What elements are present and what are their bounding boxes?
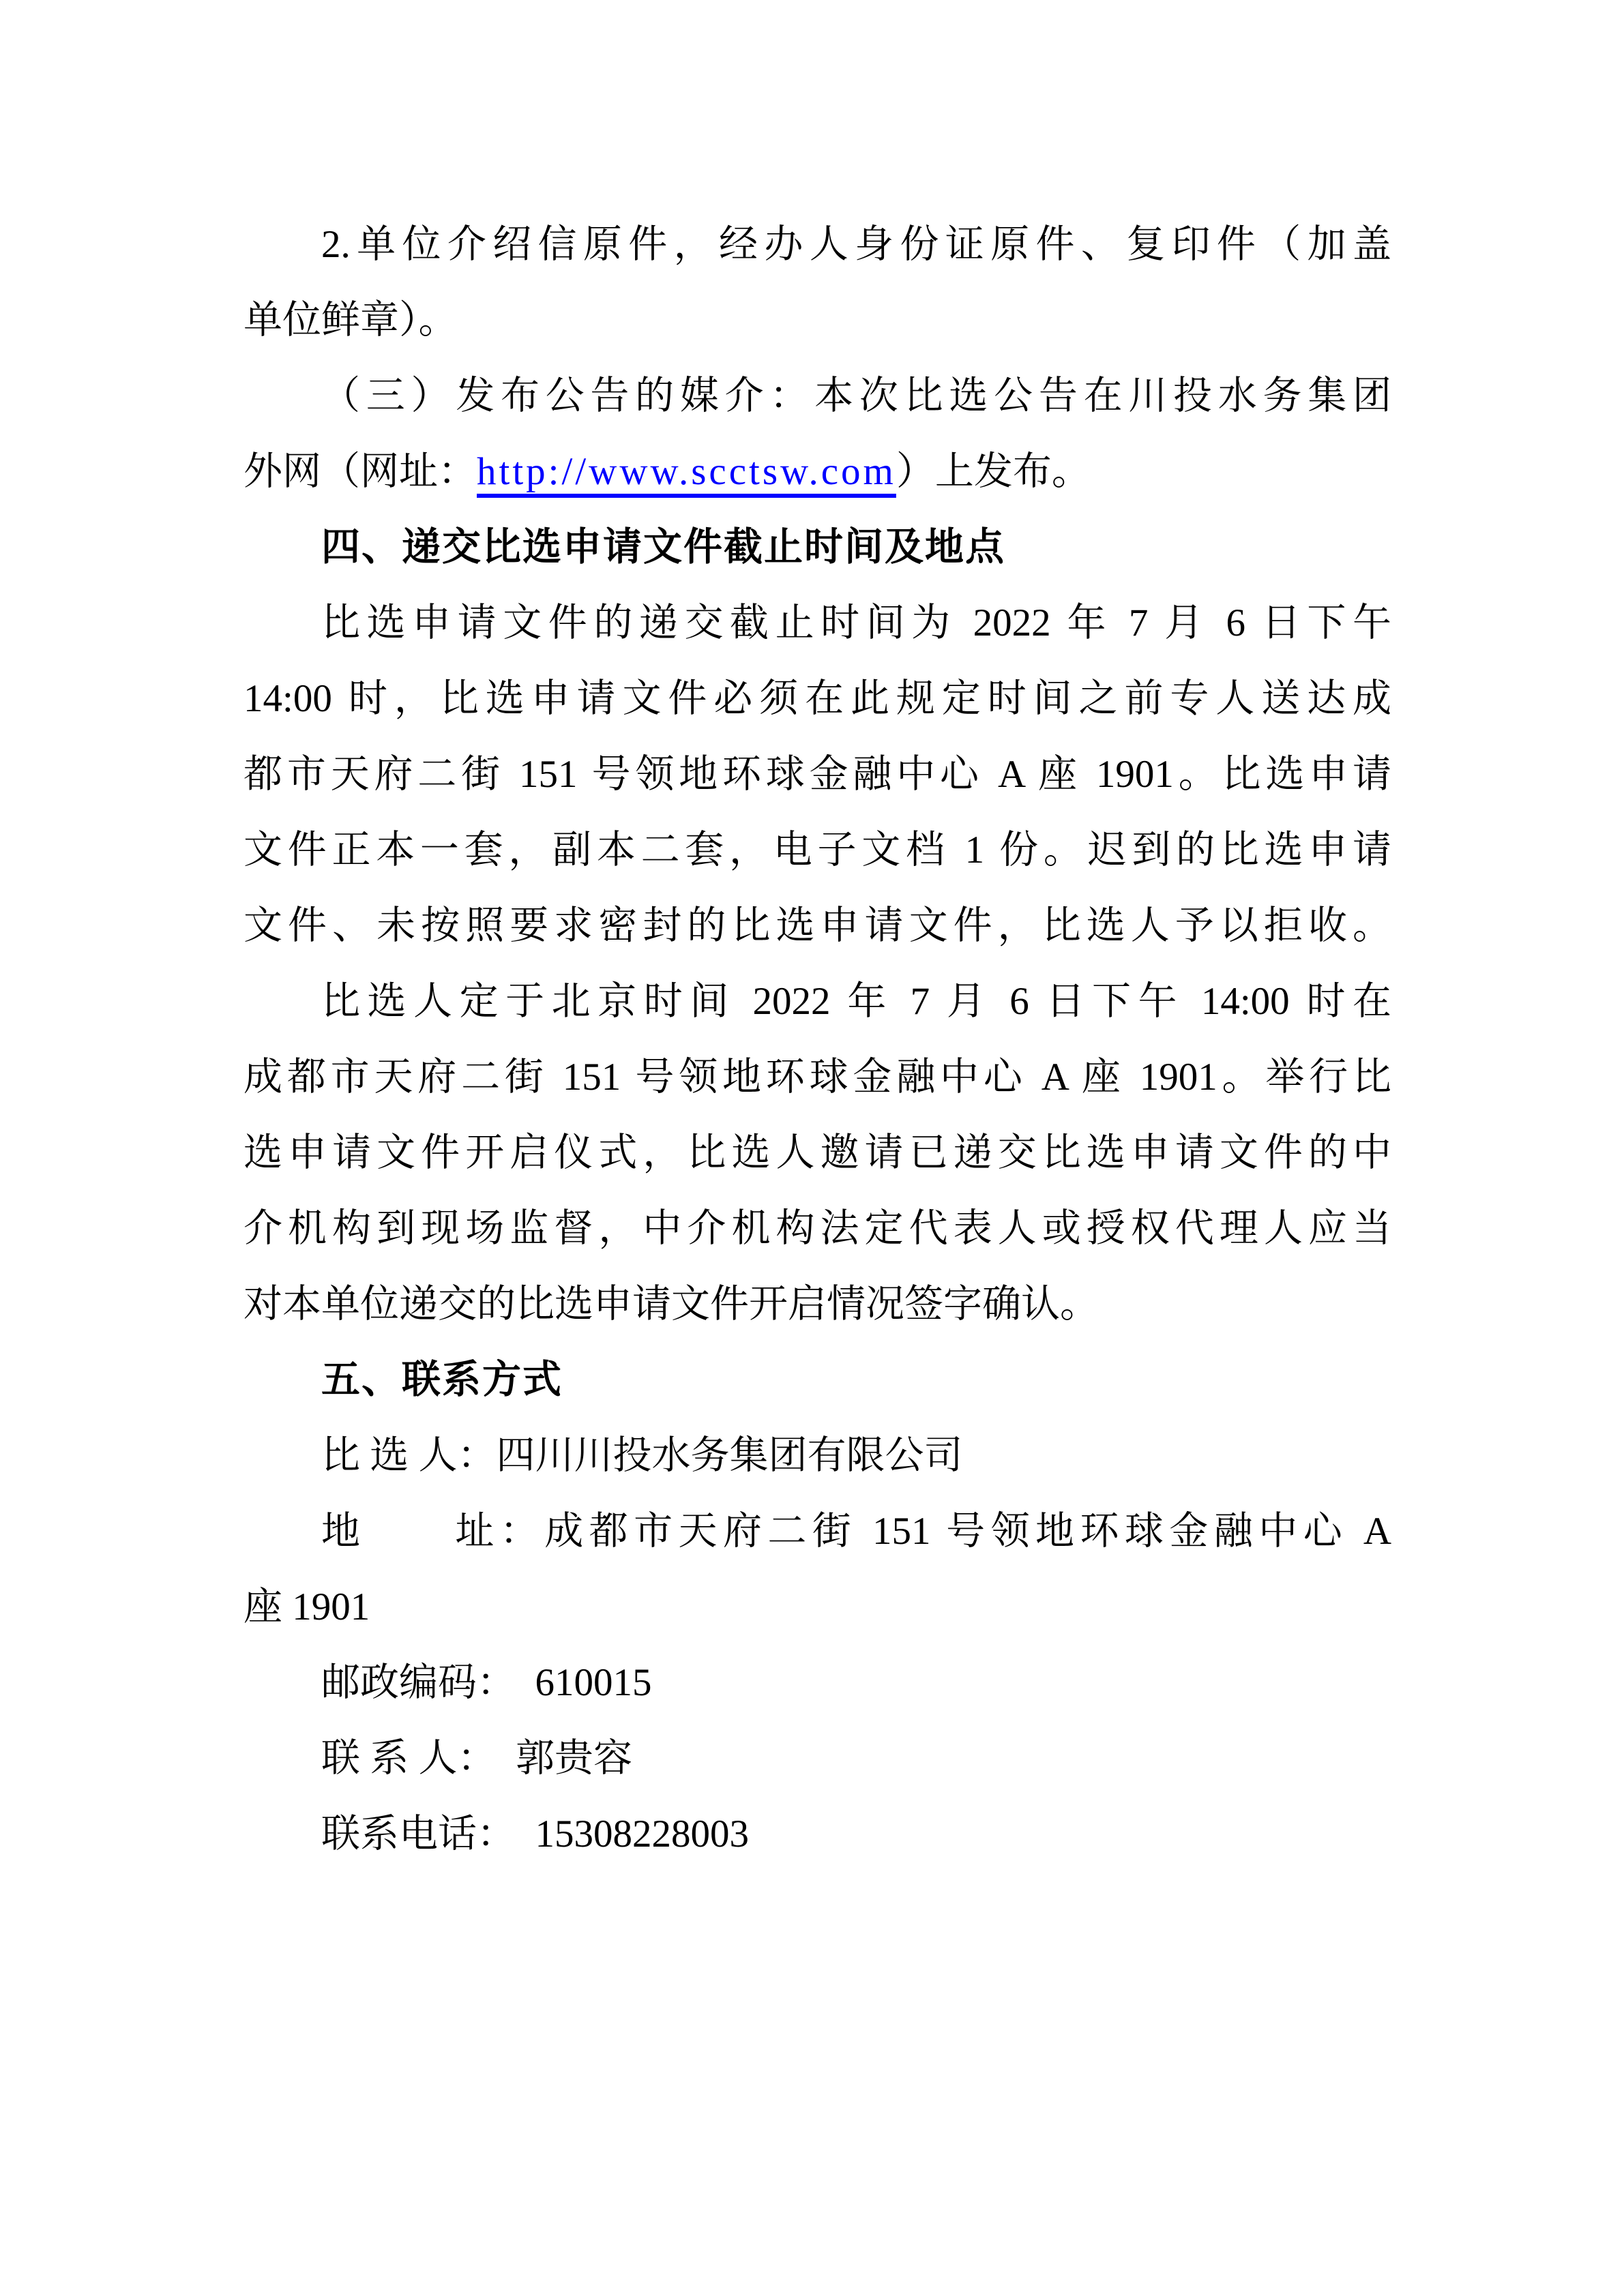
- paragraph-line: 都市天府二街 151 号领地环球金融中心 A 座 1901。比选申请: [243, 753, 1391, 796]
- paragraph-line: 比选人定于北京时间 2022 年 7 月 6 日下午 14:00 时在: [321, 980, 1391, 1023]
- contact-line-address: 地 址：成都市天府二街 151 号领地环球金融中心 A: [321, 1510, 1391, 1553]
- document-body: [243, 207, 1391, 1872]
- paragraph-line: 2.单位介绍信原件，经办人身份证原件、复印件（加盖: [321, 223, 1391, 266]
- section-heading-5: 五、联系方式: [321, 1358, 563, 1401]
- contact-line-person: 联 系 人： 郭贵容: [321, 1737, 632, 1780]
- paragraph-line: 选申请文件开启仪式，比选人邀请已递交比选申请文件的中: [243, 1131, 1391, 1174]
- contact-line-address-continued: 座 1901: [243, 1585, 370, 1628]
- link-suffix-text: ）上发布。: [896, 450, 1091, 493]
- paragraph-line: 成都市天府二街 151 号领地环球金融中心 A 座 1901。举行比: [243, 1056, 1391, 1099]
- paragraph-line: 对本单位递交的比选申请文件开启情况签字确认。: [243, 1283, 1099, 1326]
- paragraph-line-with-link: [243, 434, 1391, 509]
- website-link[interactable]: http://www.scctsw.com: [477, 450, 896, 493]
- contact-line-postcode: 邮政编码： 610015: [321, 1661, 652, 1704]
- link-prefix-text: 外网（网址：: [243, 450, 477, 493]
- paragraph-line: （三）发布公告的媒介：本次比选公告在川投水务集团: [321, 374, 1391, 417]
- contact-line-bixuanren: 比 选 人：四川川投水务集团有限公司: [321, 1434, 963, 1477]
- paragraph-line: 单位鲜章）。: [243, 299, 458, 342]
- paragraph-line: 比选申请文件的递交截止时间为 2022 年 7 月 6 日下午: [321, 601, 1391, 644]
- contact-line-phone: 联系电话： 15308228003: [321, 1813, 749, 1855]
- section-heading-4: 四、递交比选申请文件截止时间及地点: [321, 525, 1005, 569]
- paragraph-line: 文件正本一套，副本二套，电子文档 1 份。迟到的比选申请: [243, 829, 1391, 871]
- paragraph-line: 文件、未按照要求密封的比选申请文件，比选人予以拒收。: [243, 904, 1391, 947]
- paragraph-line: 介机构到现场监督，中介机构法定代表人或授权代理人应当: [243, 1207, 1391, 1250]
- paragraph-line: 14:00 时，比选申请文件必须在此规定时间之前专人送达成: [243, 677, 1391, 720]
